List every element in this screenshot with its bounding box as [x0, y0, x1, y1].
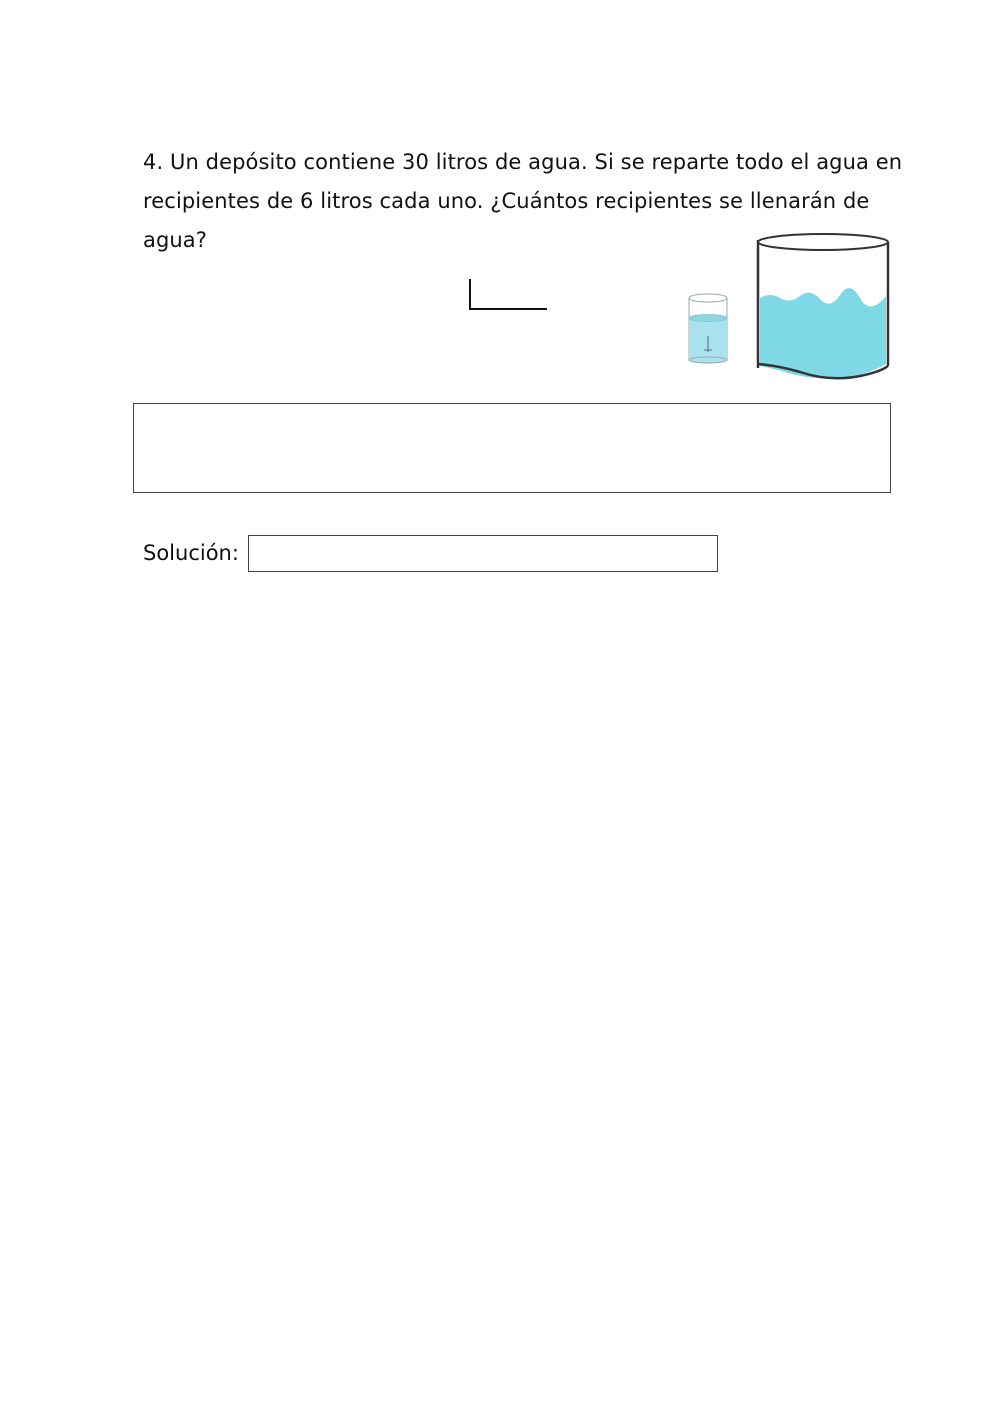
- small-glass-icon: [689, 294, 727, 363]
- solution-label: Solución:: [143, 541, 239, 565]
- water-illustration: [680, 226, 905, 391]
- operation-box[interactable]: [133, 403, 891, 493]
- problem-statement: 4. Un depósito contiene 30 litros de agua. Si se reparte todo el agua en recipientes de 6 litros cada uno. ¿Cuántos recipientes se llenarán de agua?: [143, 150, 903, 252]
- solution-input[interactable]: [248, 535, 718, 572]
- division-bracket: [469, 279, 547, 310]
- water-tank-icon: [758, 234, 888, 378]
- solution-row: [143, 533, 718, 573]
